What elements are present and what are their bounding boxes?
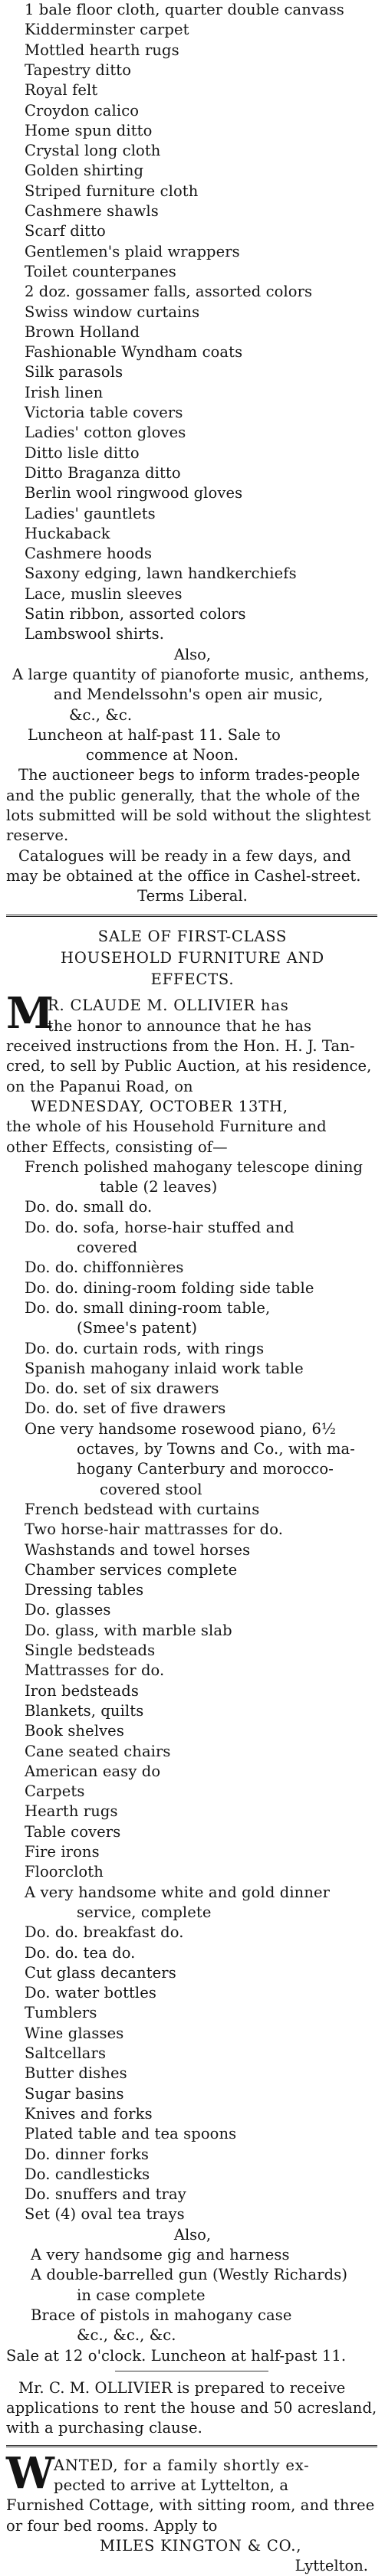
furniture-list-item: Do. candlesticks [25,2165,150,2183]
intro-text: R. CLAUDE M. OLLIVIER has [48,997,289,1015]
intro-text: received instructions from the Hon. H. J. Tan- [6,1037,355,1055]
goods-list-item: Swiss window curtains [25,303,200,321]
furniture-list-item: Fire irons [25,1843,100,1861]
extra-item: &c., &c., &c. [77,2326,176,2345]
goods-list-item: Irish linen [25,383,104,401]
luncheon-text: commence at Noon. [86,746,239,764]
furniture-list-item: Saltcellars [25,2044,107,2062]
wanted-text: pected to arrive at Lyttelton, a [54,2476,289,2494]
sale-heading: SALE OF FIRST-CLASS [97,927,288,945]
furniture-list-item: Knives and forks [25,2104,153,2123]
furniture-list-item: hogany Canterbury and morocco- [77,1460,334,1478]
receive-text: Mr. C. M. OLLIVIER is prepared to receive [18,2378,346,2397]
furniture-list-item: Do. dinner forks [25,2145,150,2163]
goods-list-item: Ladies' gauntlets [25,504,156,522]
wanted-text: or four bed rooms. Apply to [6,2516,218,2535]
intro-text: the whole of his Household Furniture and [6,1118,327,1136]
furniture-list-item: Carpets [25,1782,85,1801]
intro-text: other Effects, consisting of— [6,1137,228,1156]
wanted-text: Furnished Cottage, with sitting room, and three [6,2496,375,2515]
furniture-list-item: Do. do. sofa, horse-hair stuffed and [25,1218,295,1236]
goods-list-item: Tapestry ditto [25,61,132,79]
goods-list-item: Mottled hearth rugs [25,41,179,59]
drop-cap-letter: W [6,2447,54,2499]
also-heading: Also, [173,645,212,663]
sale-heading: HOUSEHOLD FURNITURE AND [61,948,324,967]
furniture-list-item: French polished mahogany telescope dining [25,1157,364,1176]
furniture-list-item: Cane seated chairs [25,1742,171,1760]
goods-list-item: Fashionable Wyndham coats [25,343,243,362]
section-divider [6,915,377,917]
sale-heading: EFFECTS. [150,971,235,989]
goods-list-item: Silk parasols [25,363,123,381]
furniture-list-item: Mattrasses for do. [25,1661,165,1680]
goods-list-item: Golden shirting [25,162,144,180]
goods-list-item: Berlin wool ringwood gloves [25,484,243,502]
goods-list-item: Striped furniture cloth [25,182,199,200]
receive-text: applications to rent the house and 50 acresland, [6,2399,377,2417]
notice-text: lots submitted will be sold without the slightest [6,807,371,824]
goods-list-item: Home spun ditto [25,121,153,139]
furniture-list-item: One very handsome rosewood piano, 6½ [25,1419,336,1438]
firm-name: MILES KINGTON & CO., [100,2536,302,2555]
furniture-list-item: Dressing tables [25,1581,144,1599]
furniture-list-item: Do. do. tea do. [25,1943,136,1962]
furniture-list-item: A very handsome white and gold dinner [25,1883,331,1901]
goods-list-item: Kidderminster carpet [25,21,189,39]
furniture-list-item: Book shelves [25,1722,124,1740]
sale-time-text: Sale at 12 o'clock. Luncheon at half-past 11. [6,2346,347,2365]
extra-item: A very handsome gig and harness [31,2246,290,2263]
furniture-list-item: Do. do. chiffonnières [25,1259,184,1277]
furniture-list-item: French bedstead with curtains [25,1500,260,1518]
music-text: and Mendelssohn's open air music, [54,686,324,704]
wanted-text: ANTED, for a family shortly ex- [54,2456,310,2474]
extra-item: A double-barrelled gun (Westly Richards) [31,2266,348,2284]
goods-list-item: Toilet counterpanes [25,262,176,280]
furniture-list-item: table (2 leaves) [100,1178,218,1196]
goods-list-item: Victoria table covers [25,404,183,421]
catalogues-text: may be obtained at the office in Cashel-street. [6,866,361,885]
furniture-list-item: Table covers [25,1822,121,1841]
goods-list-item: 2 doz. gossamer falls, assorted colors [25,283,313,301]
music-text: &c., &c. [69,705,133,724]
furniture-list-item: Set (4) oval tea trays [25,2205,185,2224]
intro-text: the honor to announce that he has [48,1016,312,1035]
notice-text: The auctioneer begs to inform trades-people [18,766,360,784]
goods-list-item: Cashmere hoods [25,545,153,563]
goods-list-item: Crystal long cloth [25,142,161,160]
furniture-list-item: Do. do. set of five drawers [25,1399,226,1418]
furniture-list-item: Do. do. curtain rods, with rings [25,1339,265,1357]
extra-item: Brace of pistols in mahogany case [31,2306,292,2324]
goods-list-item: Gentlemen's plaid wrappers [25,242,240,260]
music-text: A large quantity of pianoforte music, anthems, [12,665,370,683]
furniture-list-item: Do. do. small dining-room table, [25,1298,271,1317]
catalogues-text: Catalogues will be ready in a few days, and [18,846,351,865]
furniture-list-item: Two horse-hair mattrasses for do. [25,1520,283,1539]
extra-item: in case complete [77,2286,206,2304]
notice-text: and the public generally, that the whole of the [6,786,360,804]
goods-list-item: Scarf ditto [25,222,106,241]
section-divider [6,2445,377,2447]
furniture-list-item: Tumblers [25,2004,97,2022]
goods-list-item: Royal felt [25,81,98,100]
goods-list-item: Ditto lisle ditto [25,444,140,462]
furniture-list-item: Cut glass decanters [25,1963,176,1982]
furniture-list-item: Do. glasses [25,1601,111,1619]
furniture-list-item: (Smee's patent) [77,1319,198,1337]
furniture-list-item: Sugar basins [25,2084,124,2103]
intro-text: cred, to sell by Public Auction, at his residence, [6,1057,372,1075]
terms-text: Terms Liberal. [137,887,248,905]
furniture-list-item: Do. do. set of six drawers [25,1380,219,1398]
furniture-list-item: Do. do. small do. [25,1198,153,1216]
goods-list-item: Lambswool shirts. [25,625,165,643]
furniture-list-item: octaves, by Towns and Co., with ma- [77,1440,355,1458]
goods-list-item: Croydon calico [25,101,140,119]
furniture-list-item: Do. do. dining-room folding side table [25,1278,314,1297]
furniture-list-item: Do. do. breakfast do. [25,1923,184,1942]
furniture-list-item: service, complete [77,1903,212,1921]
goods-list-item: Cashmere shawls [25,202,159,220]
furniture-list-item: Plated table and tea spoons [25,2125,237,2143]
furniture-list-item: Iron bedsteads [25,1681,139,1700]
furniture-list-item: Washstands and towel horses [25,1540,251,1559]
goods-list-item: Brown Holland [25,322,140,341]
also-heading: Also, [173,2225,212,2244]
intro-text: on the Papanui Road, on [6,1077,193,1095]
notice-text: reserve. [6,826,69,845]
goods-list-item: 1 bale floor cloth, quarter double canvass [25,1,344,18]
goods-list-item: Ditto Braganza ditto [25,463,181,482]
furniture-list-item: Floorcloth [25,1863,104,1881]
firm-place: Lyttelton. [295,2557,368,2575]
furniture-list-item: Do. snuffers and tray [25,2185,186,2204]
furniture-list-item: American easy do [25,1762,161,1780]
furniture-list-item: covered stool [100,1480,202,1498]
furniture-list-item: Butter dishes [25,2064,127,2083]
goods-list-item: Satin ribbon, assorted colors [25,605,246,623]
furniture-list-item: Spanish mahogany inlaid work table [25,1359,304,1377]
furniture-list-item: Hearth rugs [25,1802,118,1821]
furniture-list-item: Chamber services complete [25,1560,238,1579]
receive-text: with a purchasing clause. [6,2419,202,2437]
furniture-list-item: Do. water bottles [25,1984,157,2002]
goods-list-item: Lace, muslin sleeves [25,584,183,603]
furniture-list-item: Do. glass, with marble slab [25,1621,232,1639]
goods-list-item: Huckaback [25,524,110,542]
goods-list-item: Saxony edging, lawn handkerchiefs [25,565,297,583]
sale-date: WEDNESDAY, OCTOBER 13TH, [31,1097,288,1115]
luncheon-text: Luncheon at half-past 11. Sale to [28,725,281,744]
goods-list-item: Ladies' cotton gloves [25,424,186,442]
furniture-list-item: Single bedsteads [25,1642,156,1659]
drop-cap-letter: M [6,988,54,1039]
furniture-list-item: Wine glasses [25,2024,124,2042]
furniture-list-item: Blankets, quilts [25,1701,144,1720]
furniture-list-item: covered [77,1239,138,1256]
